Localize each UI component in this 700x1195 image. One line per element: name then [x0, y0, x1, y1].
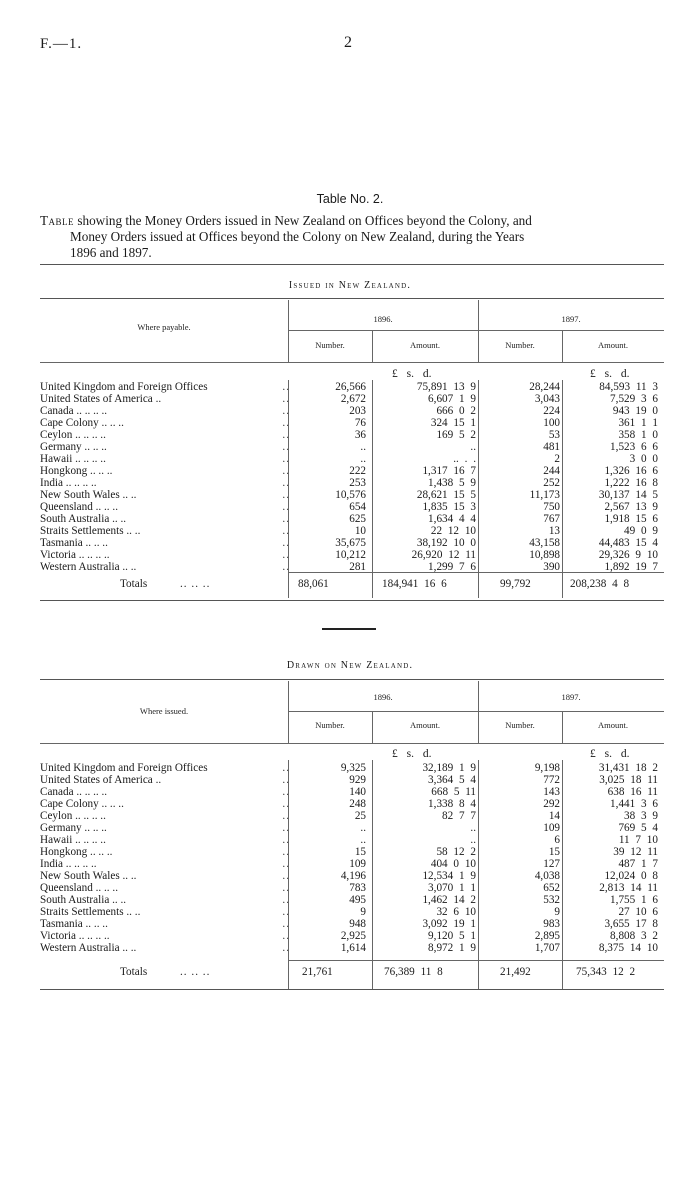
table-row — [40, 405, 658, 417]
leader-dots: .. — [282, 786, 290, 798]
number-1896-cell: 1,614 — [340, 942, 366, 954]
amount-1897-cell: 84,593 11 3 — [599, 381, 658, 393]
amount-1897-cell: 3 0 0 — [629, 453, 658, 465]
amount-1896-cell: 1,835 15 3 — [422, 501, 476, 513]
leader-dots: .. — [282, 834, 290, 846]
place-cell: Hongkong .. .. .. — [40, 465, 113, 477]
amount-1897-cell: 1,918 15 6 — [604, 513, 658, 525]
amount-1896-cell: .. — [470, 834, 476, 846]
table-row — [40, 894, 658, 906]
leader-dots: .. — [282, 525, 290, 537]
table-row — [40, 429, 658, 441]
amount-1896-cell: 9,120 5 1 — [428, 930, 476, 942]
number-1896-cell: 109 — [349, 858, 366, 870]
leader-dots: .. — [282, 882, 290, 894]
number-1896-cell: 15 — [354, 846, 366, 858]
number-1897-cell: 127 — [543, 858, 560, 870]
number-1897-cell: 53 — [548, 429, 560, 441]
caption-line-3: 1896 and 1897. — [70, 245, 152, 260]
number-1897-cell: 14 — [548, 810, 560, 822]
caption-lead: Table — [40, 213, 75, 228]
header-divider — [288, 711, 664, 712]
amount-1897-cell: 11 7 10 — [618, 834, 658, 846]
number-1897-cell: 767 — [543, 513, 560, 525]
page-reference: F.—1. — [40, 36, 83, 52]
amount-1897-cell: 358 1 0 — [618, 429, 658, 441]
number-1897-cell: 143 — [543, 786, 560, 798]
number-1896-cell: 9 — [360, 906, 366, 918]
leader-dots: .. — [282, 822, 290, 834]
number-1897-cell: 3,043 — [534, 393, 560, 405]
number-1897-cell: 532 — [543, 894, 560, 906]
number-1897-cell: 43,158 — [529, 537, 560, 549]
place-cell: Hawaii .. .. .. .. — [40, 453, 106, 465]
issued-amount-header: Amount. — [598, 340, 628, 350]
amount-1897-cell: 943 19 0 — [612, 405, 658, 417]
table-caption — [40, 213, 668, 261]
drawn-number-header: Number. — [505, 720, 535, 730]
table-row — [40, 549, 658, 561]
place-cell: South Australia .. .. — [40, 513, 127, 525]
amount-1896-cell: 1,634 4 4 — [428, 513, 476, 525]
table-row — [40, 525, 658, 537]
amount-1897-cell: 39 12 11 — [613, 846, 658, 858]
number-1896-cell: .. — [360, 834, 366, 846]
issued-total-amount-1897: 208,238 4 8 — [570, 578, 630, 590]
issued-top-rule — [40, 298, 664, 299]
place-cell: Western Australia .. .. — [40, 942, 137, 954]
table-row — [40, 381, 658, 393]
leader-dots: .. — [282, 417, 290, 429]
place-cell: Queensland .. .. .. — [40, 501, 118, 513]
subtotal-rule — [288, 960, 664, 961]
totals-leader: .. .. .. — [180, 966, 211, 978]
leader-dots: .. — [282, 942, 290, 954]
place-cell: Canada .. .. .. .. — [40, 786, 108, 798]
issued-units-1896: £ s. d. — [392, 368, 432, 380]
leader-dots: .. — [282, 561, 290, 573]
leader-dots: .. — [282, 501, 290, 513]
table-row — [40, 906, 658, 918]
issued-number-header: Number. — [505, 340, 535, 350]
table-row — [40, 465, 658, 477]
amount-1896-cell: 1,338 8 4 — [428, 798, 476, 810]
totals-leader: .. .. .. — [180, 578, 211, 590]
amount-1897-cell: 1,755 1 6 — [610, 894, 658, 906]
leader-dots: .. — [282, 429, 290, 441]
table-row — [40, 882, 658, 894]
number-1896-cell: 495 — [349, 894, 366, 906]
table-row — [40, 489, 658, 501]
drawn-year-1897: 1897. — [561, 692, 581, 702]
amount-1897-cell: 44,483 15 4 — [598, 537, 658, 549]
amount-1897-cell: 3,025 18 11 — [599, 774, 658, 786]
amount-1896-cell: .. — [470, 822, 476, 834]
amount-1896-cell: 32,189 1 9 — [422, 762, 476, 774]
table-row — [40, 858, 658, 870]
issued-data-table — [40, 381, 658, 573]
leader-dots: .. — [282, 798, 290, 810]
amount-1896-cell: .. — [470, 441, 476, 453]
amount-1896-cell: 404 0 10 — [430, 858, 476, 870]
amount-1897-cell: 7,529 3 6 — [610, 393, 658, 405]
place-cell: New South Wales .. .. — [40, 489, 137, 501]
drawn-amount-header: Amount. — [598, 720, 628, 730]
place-cell: United States of America .. — [40, 393, 162, 405]
leader-dots: .. — [282, 453, 290, 465]
number-1897-cell: 224 — [543, 405, 560, 417]
table-row — [40, 477, 658, 489]
place-cell: Cape Colony .. .. .. — [40, 798, 124, 810]
table-row — [40, 786, 658, 798]
table-row — [40, 918, 658, 930]
column-divider — [478, 760, 479, 990]
leader-dots: .. — [282, 549, 290, 561]
place-cell: Straits Settlements .. .. — [40, 525, 141, 537]
number-1896-cell: 203 — [349, 405, 366, 417]
amount-1897-cell: 1,222 16 8 — [604, 477, 658, 489]
number-1896-cell: 654 — [349, 501, 366, 513]
issued-total-number-1897: 99,792 — [500, 578, 531, 590]
column-divider — [288, 760, 289, 990]
drawn-units-1896: £ s. d. — [392, 748, 432, 760]
number-1897-cell: 11,173 — [529, 489, 560, 501]
amount-1896-cell: 668 5 11 — [431, 786, 476, 798]
number-1896-cell: 222 — [349, 465, 366, 477]
amount-1897-cell: 769 5 4 — [618, 822, 658, 834]
number-1897-cell: 15 — [548, 846, 560, 858]
number-1896-cell: 625 — [349, 513, 366, 525]
page-number: 2 — [344, 34, 352, 51]
amount-1897-cell: 30,137 14 5 — [598, 489, 658, 501]
number-1896-cell: 9,325 — [340, 762, 366, 774]
header-divider — [288, 681, 289, 743]
amount-1896-cell: 58 12 2 — [436, 846, 476, 858]
header-divider — [478, 300, 479, 362]
number-1896-cell: 253 — [349, 477, 366, 489]
number-1897-cell: 9 — [554, 906, 560, 918]
table-row — [40, 417, 658, 429]
amount-1897-cell: 8,808 3 2 — [610, 930, 658, 942]
column-divider — [288, 380, 289, 598]
number-1896-cell: .. — [360, 822, 366, 834]
leader-dots: .. — [282, 858, 290, 870]
number-1897-cell: 2,895 — [534, 930, 560, 942]
amount-1896-cell: 666 0 2 — [436, 405, 476, 417]
amount-1897-cell: 31,431 18 2 — [598, 762, 658, 774]
amount-1896-cell: 1,317 16 7 — [422, 465, 476, 477]
number-1897-cell: 252 — [543, 477, 560, 489]
number-1897-cell: 244 — [543, 465, 560, 477]
leader-dots: .. — [282, 393, 290, 405]
place-cell: New South Wales .. .. — [40, 870, 137, 882]
drawn-total-number-1897: 21,492 — [500, 966, 531, 978]
header-divider — [288, 300, 289, 362]
amount-1897-cell: 38 3 9 — [624, 810, 658, 822]
issued-year-1897: 1897. — [561, 314, 581, 324]
subtotal-rule — [288, 572, 664, 573]
issued-total-amount-1896: 184,941 16 6 — [382, 578, 447, 590]
number-1896-cell: 929 — [349, 774, 366, 786]
table-row — [40, 393, 658, 405]
amount-1896-cell: 32 6 10 — [436, 906, 476, 918]
issued-amount-header: Amount. — [410, 340, 440, 350]
amount-1896-cell: 324 15 1 — [430, 417, 476, 429]
table-row — [40, 810, 658, 822]
place-cell: Victoria .. .. .. .. — [40, 930, 110, 942]
place-cell: Canada .. .. .. .. — [40, 405, 108, 417]
number-1897-cell: 983 — [543, 918, 560, 930]
number-1896-cell: 140 — [349, 786, 366, 798]
amount-1897-cell: 1,326 16 6 — [604, 465, 658, 477]
place-cell: India .. .. .. .. — [40, 858, 97, 870]
drawn-number-header: Number. — [315, 720, 345, 730]
amount-1897-cell: 3,655 17 8 — [604, 918, 658, 930]
number-1896-cell: 4,196 — [340, 870, 366, 882]
place-cell: United States of America .. — [40, 774, 162, 786]
drawn-year-1896: 1896. — [373, 692, 393, 702]
leader-dots: .. — [282, 465, 290, 477]
leader-dots: .. — [282, 810, 290, 822]
place-cell: Tasmania .. .. .. — [40, 918, 108, 930]
header-divider — [40, 743, 664, 744]
amount-1897-cell: 12,024 0 8 — [604, 870, 658, 882]
place-cell: Ceylon .. .. .. .. — [40, 429, 106, 441]
number-1896-cell: .. — [360, 453, 366, 465]
totals-label: Totals — [120, 966, 148, 978]
leader-dots: .. — [282, 513, 290, 525]
place-cell: United Kingdom and Foreign Offices — [40, 381, 208, 393]
place-cell: United Kingdom and Foreign Offices — [40, 762, 208, 774]
drawn-total-amount-1896: 76,389 11 8 — [384, 966, 443, 978]
number-1897-cell: 13 — [548, 525, 560, 537]
number-1897-cell: 652 — [543, 882, 560, 894]
amount-1896-cell: .. . . — [453, 453, 476, 465]
amount-1896-cell: 22 12 10 — [430, 525, 476, 537]
leader-dots: .. — [282, 774, 290, 786]
number-1896-cell: 35,675 — [335, 537, 366, 549]
place-cell: India .. .. .. .. — [40, 477, 97, 489]
place-cell: Queensland .. .. .. — [40, 882, 118, 894]
leader-dots: .. — [282, 381, 290, 393]
leader-dots: .. — [282, 918, 290, 930]
number-1897-cell: 390 — [543, 561, 560, 573]
column-divider — [562, 760, 563, 990]
number-1896-cell: 26,566 — [335, 381, 366, 393]
issued-section-title: Issued in New Zealand. — [288, 280, 412, 291]
number-1896-cell: 36 — [354, 429, 366, 441]
number-1897-cell: 100 — [543, 417, 560, 429]
place-cell: Straits Settlements .. .. — [40, 906, 141, 918]
place-cell: Hawaii .. .. .. .. — [40, 834, 106, 846]
amount-1896-cell: 12,534 1 9 — [422, 870, 476, 882]
place-cell: Victoria .. .. .. .. — [40, 549, 110, 561]
drawn-amount-header: Amount. — [410, 720, 440, 730]
drawn-bottom-rule — [40, 989, 664, 990]
leader-dots: .. — [282, 906, 290, 918]
leader-dots: .. — [282, 930, 290, 942]
number-1896-cell: 10,212 — [335, 549, 366, 561]
drawn-top-rule — [40, 679, 664, 680]
number-1896-cell: 948 — [349, 918, 366, 930]
leader-dots: .. — [282, 537, 290, 549]
amount-1897-cell: 361 1 1 — [618, 417, 658, 429]
issued-year-1896: 1896. — [373, 314, 393, 324]
drawn-data-table — [40, 762, 658, 954]
drawn-units-1897: £ s. d. — [590, 748, 630, 760]
number-1897-cell: 750 — [543, 501, 560, 513]
number-1897-cell: 2 — [554, 453, 560, 465]
amount-1897-cell: 49 0 9 — [624, 525, 658, 537]
drawn-section-title: Drawn on New Zealand. — [286, 660, 414, 671]
amount-1897-cell: 27 10 6 — [618, 906, 658, 918]
table-row — [40, 762, 658, 774]
table-row — [40, 513, 658, 525]
place-cell: Ceylon .. .. .. .. — [40, 810, 106, 822]
leader-dots: .. — [282, 894, 290, 906]
caption-line-1: showing the Money Orders issued in New Zealand on Offices beyond the Colony, and — [77, 213, 532, 228]
number-1896-cell: .. — [360, 441, 366, 453]
issued-where-label: Where payable. — [137, 322, 191, 332]
leader-dots: .. — [282, 846, 290, 858]
amount-1897-cell: 638 16 11 — [607, 786, 658, 798]
amount-1896-cell: 28,621 15 5 — [416, 489, 476, 501]
table-row — [40, 822, 658, 834]
amount-1897-cell: 1,892 19 7 — [604, 561, 658, 573]
drawn-total-number-1896: 21,761 — [302, 966, 333, 978]
amount-1897-cell: 1,441 3 6 — [610, 798, 658, 810]
leader-dots: .. — [282, 405, 290, 417]
number-1896-cell: 2,672 — [340, 393, 366, 405]
table-row — [40, 870, 658, 882]
table-number: Table No. 2. — [316, 192, 384, 206]
column-divider — [372, 760, 373, 990]
amount-1897-cell: 2,813 14 11 — [599, 882, 658, 894]
amount-1896-cell: 169 5 2 — [436, 429, 476, 441]
number-1896-cell: 2,925 — [340, 930, 366, 942]
leader-dots: .. — [282, 489, 290, 501]
number-1897-cell: 9,198 — [534, 762, 560, 774]
number-1896-cell: 248 — [349, 798, 366, 810]
amount-1896-cell: 6,607 1 9 — [428, 393, 476, 405]
place-cell: Germany .. .. .. — [40, 822, 107, 834]
totals-label: Totals — [120, 578, 148, 590]
place-cell: South Australia .. .. — [40, 894, 127, 906]
number-1897-cell: 292 — [543, 798, 560, 810]
number-1897-cell: 10,898 — [529, 549, 560, 561]
table-row — [40, 453, 658, 465]
column-divider — [478, 380, 479, 598]
amount-1896-cell: 1,462 14 2 — [422, 894, 476, 906]
table-row — [40, 930, 658, 942]
caption-line-2: Money Orders issued at Offices beyond the Colony on New Zealand, during the Years — [70, 229, 525, 244]
number-1897-cell: 109 — [543, 822, 560, 834]
table-row — [40, 774, 658, 786]
issued-units-1897: £ s. d. — [590, 368, 630, 380]
amount-1897-cell: 8,375 14 10 — [598, 942, 658, 954]
place-cell: Tasmania .. .. .. — [40, 537, 108, 549]
amount-1897-cell: 29,326 9 10 — [598, 549, 658, 561]
amount-1896-cell: 38,192 10 0 — [416, 537, 476, 549]
number-1896-cell: 783 — [349, 882, 366, 894]
place-cell: Western Australia .. .. — [40, 561, 137, 573]
drawn-where-label: Where issued. — [139, 706, 189, 716]
amount-1896-cell: 3,092 19 1 — [422, 918, 476, 930]
table-row — [40, 441, 658, 453]
number-1897-cell: 772 — [543, 774, 560, 786]
amount-1896-cell: 1,438 5 9 — [428, 477, 476, 489]
number-1897-cell: 6 — [554, 834, 560, 846]
number-1897-cell: 1,707 — [534, 942, 560, 954]
drawn-total-amount-1897: 75,343 12 2 — [576, 966, 636, 978]
header-divider — [40, 362, 664, 363]
number-1897-cell: 28,244 — [529, 381, 560, 393]
table-row — [40, 537, 658, 549]
amount-1897-cell: 487 1 7 — [618, 858, 658, 870]
number-1896-cell: 76 — [354, 417, 366, 429]
number-1896-cell: 10 — [354, 525, 366, 537]
issued-number-header: Number. — [315, 340, 345, 350]
issued-bottom-rule — [40, 600, 664, 601]
leader-dots: .. — [282, 441, 290, 453]
table-row — [40, 798, 658, 810]
place-cell: Cape Colony .. .. .. — [40, 417, 124, 429]
amount-1896-cell: 8,972 1 9 — [428, 942, 476, 954]
amount-1897-cell: 2,567 13 9 — [604, 501, 658, 513]
amount-1896-cell: 82 7 7 — [442, 810, 476, 822]
place-cell: Germany .. .. .. — [40, 441, 107, 453]
amount-1896-cell: 1,299 7 6 — [428, 561, 476, 573]
amount-1897-cell: 1,523 6 6 — [610, 441, 658, 453]
number-1897-cell: 4,038 — [534, 870, 560, 882]
place-cell: Hongkong .. .. .. — [40, 846, 113, 858]
leader-dots: .. — [282, 762, 290, 774]
amount-1896-cell: 3,364 5 4 — [428, 774, 476, 786]
number-1896-cell: 281 — [349, 561, 366, 573]
leader-dots: .. — [282, 870, 290, 882]
number-1896-cell: 25 — [354, 810, 366, 822]
header-divider — [288, 330, 664, 331]
column-divider — [562, 380, 563, 598]
column-divider — [372, 380, 373, 598]
amount-1896-cell: 3,070 1 1 — [428, 882, 476, 894]
amount-1896-cell: 75,891 13 9 — [416, 381, 476, 393]
section-separator — [322, 628, 376, 630]
table-row — [40, 942, 658, 954]
number-1896-cell: 10,576 — [335, 489, 366, 501]
amount-1896-cell: 26,920 12 11 — [411, 549, 476, 561]
issued-total-number-1896: 88,061 — [298, 578, 329, 590]
number-1897-cell: 481 — [543, 441, 560, 453]
table-row — [40, 834, 658, 846]
table-row — [40, 846, 658, 858]
caption-rule — [40, 264, 664, 265]
table-row — [40, 501, 658, 513]
header-divider — [478, 681, 479, 743]
leader-dots: .. — [282, 477, 290, 489]
